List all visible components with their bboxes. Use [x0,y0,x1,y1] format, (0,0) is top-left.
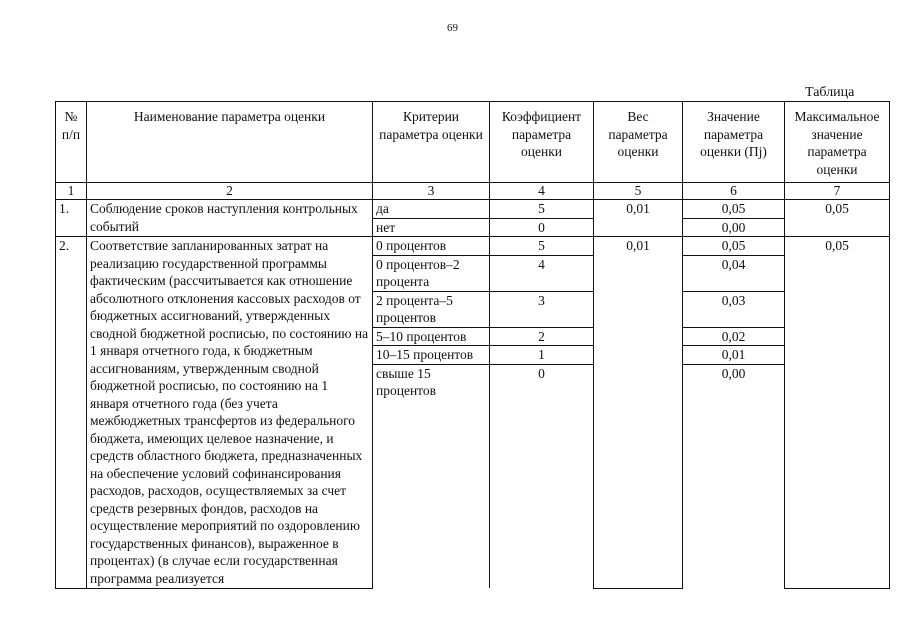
header-value: Значение параметра оценки (Пj) [683,102,785,183]
table-row [56,237,890,256]
header-max: Максимальное значение параметра оценки [785,102,890,183]
column-numbers-row [56,183,890,200]
parameter-value: 0,00 [683,218,785,237]
table-row [56,200,890,219]
column-number: 3 [373,183,490,200]
header-coefficient: Коэффициент параметра оценки [490,102,594,183]
criterion: 0 процентов–2 процента [373,255,490,291]
parameter-value: 0,04 [683,255,785,291]
header-row [56,102,890,183]
criterion: 2 процента–5 процентов [373,291,490,327]
coefficient: 5 [490,237,594,256]
criterion: нет [373,218,490,237]
column-number: 7 [785,183,890,200]
parameter-value: 0,01 [683,346,785,365]
column-number: 6 [683,183,785,200]
evaluation-table [55,101,890,589]
parameter-value: 0,05 [683,237,785,256]
criterion: 10–15 процентов [373,346,490,365]
criterion: 0 процентов [373,237,490,256]
parameter-value: 0,03 [683,291,785,327]
weight: 0,01 [594,237,683,589]
coefficient: 0 [490,364,594,588]
header-criteria: Критерии параметра оценки [373,102,490,183]
row-number: 1. [56,200,87,237]
criterion: 5–10 процентов [373,327,490,346]
max-value: 0,05 [785,200,890,237]
column-number: 1 [56,183,87,200]
table-caption: Таблица [805,85,855,100]
coefficient: 0 [490,218,594,237]
header-num: № п/п [56,102,87,183]
parameter-value: 0,02 [683,327,785,346]
coefficient: 4 [490,255,594,291]
page-number: 69 [447,22,458,34]
parameter-name: Соответствие запланированных затрат на реализацию государственной программы фактическим (рассчитывается как отношение абсолютного отклонения кассовых расходов от бюджетных ассигнований, утвержденных сводной бюджетной росписью, по состоянию на 1 января отчетного года, к бюджетным ассигнованиям, утвержденным сводной бюджетной росписью, по состоянию на 1 января отчетного года (без учета межбюджетных трансфертов из федерального бюджета, имеющих целевое назначение, и средств областного бюджета, предназначенных на обеспечение условий софинансирования расходов, расходов, осуществляемых за счет средств резервных фондов, расходов на осуществление мероприятий по оздоровлению государственных финансов), выраженное в процентах) (в случае если государственная программа реализуется [87,237,373,589]
coefficient: 2 [490,327,594,346]
parameter-value: 0,00 [683,364,785,588]
header-weight: Вес параметра оценки [594,102,683,183]
column-number: 5 [594,183,683,200]
coefficient: 5 [490,200,594,219]
max-value: 0,05 [785,237,890,589]
coefficient: 1 [490,346,594,365]
parameter-name: Соблюдение сроков наступления контрольных событий [87,200,373,237]
criterion: да [373,200,490,219]
weight: 0,01 [594,200,683,237]
column-number: 2 [87,183,373,200]
row-number: 2. [56,237,87,589]
parameter-value: 0,05 [683,200,785,219]
coefficient: 3 [490,291,594,327]
criterion: свыше 15 процентов [373,364,490,588]
header-name: Наименование параметра оценки [87,102,373,183]
column-number: 4 [490,183,594,200]
